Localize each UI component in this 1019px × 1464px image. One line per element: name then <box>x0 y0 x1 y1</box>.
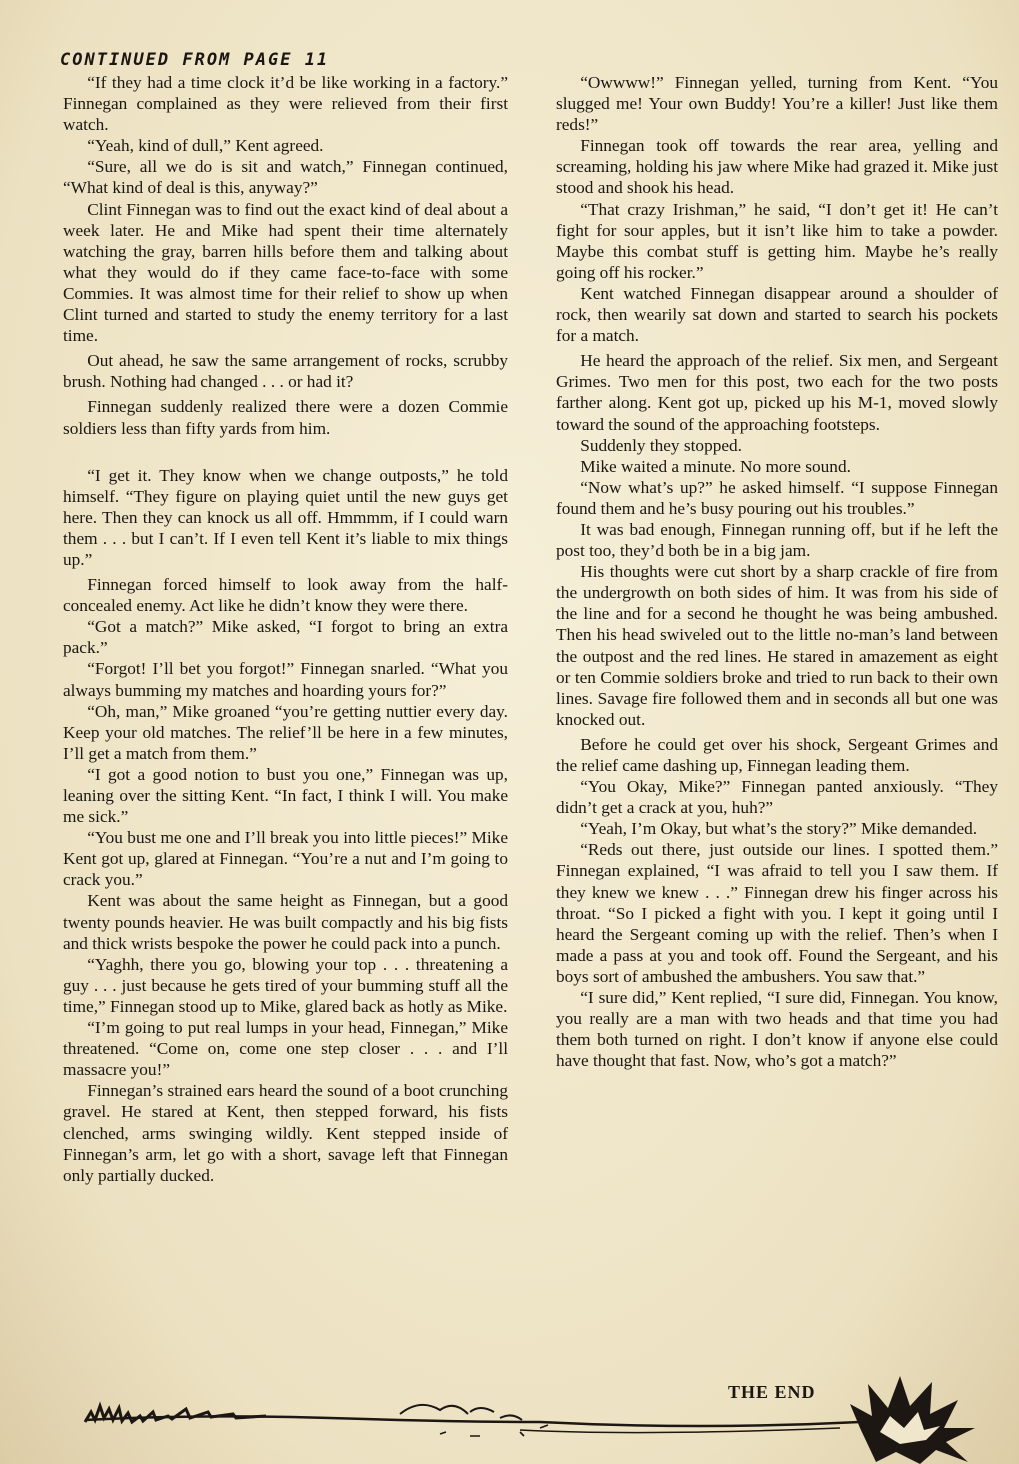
paragraph: “I get it. They know when we change outposts,” he told himself. “They figure on playing quiet until the new guys get here. Then they can knock us all off. Hmmmm, if I could warn them . . . but I can’t. If I even tell Kent it’s liable to mix things up.” <box>63 465 508 569</box>
paragraph: “Yaghh, there you go, blowing your top . . . threatening a guy . . . just because he gets tired of your bumming stuff all the time,” Finnegan stood up to Mike, glared back as hotly as Mike. <box>63 954 508 1016</box>
paragraph: Clint Finnegan was to find out the exact kind of deal about a week later. He and Mike had spent their time alternately watching the gray, barren hills before them and talking about what they would do if they came face-to-face with some Commies. It was almost time for their relief to show up when Clint turned and started to study the enemy territory for a last time. <box>63 199 508 346</box>
paragraph: “I’m going to put real lumps in your head, Finnegan,” Mike threatened. “Come on, come one step closer . . . and I’ll massacre you!” <box>63 1018 508 1080</box>
battlefield-illustration <box>0 1370 1019 1464</box>
brush-left <box>85 1406 266 1422</box>
paragraph: “Now what’s up?” he asked himself. “I suppose Finnegan found them and he’s busy pouring out his troubles.” <box>556 477 998 518</box>
continued-header: CONTINUED FROM PAGE 11 <box>60 50 330 70</box>
left-text-column <box>63 72 508 1186</box>
paragraph: Kent watched Finnegan disappear around a shoulder of rock, then wearily sat down and started to search his pockets for a match. <box>556 283 998 346</box>
ground-line <box>85 1416 860 1426</box>
paragraph: Finnegan’s strained ears heard the sound of a boot crunching gravel. He stared at Kent, then stepped forward, his fists clenched, arms swinging wildly. Kent stepped inside of Finnegan’s arm, let go with a short, savage left that Finnegan only partially ducked. <box>63 1081 508 1185</box>
paragraph: Finnegan took off towards the rear area, yelling and screaming, holding his jaw where Mike had grazed it. Mike just stood and shook his head. <box>556 136 998 198</box>
ground-line <box>520 1428 840 1433</box>
rocks <box>400 1405 522 1420</box>
paragraph: “Yeah, kind of dull,” Kent agreed. <box>87 136 324 156</box>
paragraph: “You bust me one and I’ll break you into little pieces!” Mike Kent got up, glared at Finnegan. “You’re a nut and I’m going to crack you.” <box>63 828 508 890</box>
paragraph: He heard the approach of the relief. Six men, and Sergeant Grimes. Two men for this post, two each for the two posts farther along. Kent got up, picked up his M-1, moved slowly toward the sound of the approaching footsteps. <box>556 351 998 434</box>
paragraph: “That crazy Irishman,” he said, “I don’t get it! He can’t fight for sour apples, but it isn’t like him to take a powder. Maybe this combat stuff is getting him. Maybe he’s really going off his rocker.” <box>556 199 998 282</box>
paragraph: “If they had a time clock it’d be like working in a factory.” Finnegan complained as they were relieved from their first watch. <box>63 73 508 135</box>
paragraph: “I sure did,” Kent replied, “I sure did, Finnegan. You know, you really are a man with two heads and that time you had them both turned on right. I don’t know if anyone else could have thought that fast. Now, who’s got a match?” <box>556 988 998 1071</box>
paragraph: Suddenly they stopped. <box>580 435 742 455</box>
paragraph: “Oh, man,” Mike groaned “you’re getting nuttier every day. Keep your old matches. The relief’ll be here in a few minutes, I’ll get a match from them.” <box>63 701 508 763</box>
paragraph: “Got a match?” Mike asked, “I forgot to bring an extra pack.” <box>63 617 508 658</box>
right-text-column <box>556 72 998 1071</box>
paragraph: “You Okay, Mike?” Finnegan panted anxiously. “They didn’t get a crack at you, huh?” <box>556 777 998 818</box>
the-end-label: THE END <box>728 1382 816 1402</box>
paragraph: Kent was about the same height as Finnegan, but a good twenty pounds heavier. He was built compactly and his big fists and thick wrists bespoke the power he could pack into a punch. <box>63 891 508 953</box>
paragraph: His thoughts were cut short by a sharp crackle of fire from the undergrowth on both sides of him. It was from his side of the line and for a second he thought he was being ambushed. Then his head swiveled out to the little no-man’s land between the outpost and the red lines. He stared in amazement as eight or ten Commie soldiers broke and tried to run back to their own lines. Savage fire followed them and in seconds all but one was knocked out. <box>556 562 998 729</box>
paragraph: Finnegan forced himself to look away from the half-concealed enemy. Act like he didn’t know they were there. <box>63 575 508 616</box>
paragraph: Finnegan suddenly realized there were a dozen Commie soldiers less than fifty yards from him. <box>63 397 508 438</box>
paragraph: “Owwww!” Finnegan yelled, turning from Kent. “You slugged me! Your own Buddy! You’re a killer! Just like them reds!” <box>556 73 998 135</box>
paragraph: “Sure, all we do is sit and watch,” Finnegan continued, “What kind of deal is this, anyway?” <box>63 157 508 198</box>
paragraph: “Reds out there, just outside our lines. I spotted them.” Finnegan explained, “I was afraid to tell you I saw them. If they knew we knew . . .” Finnegan drew his finger across his throat. “So I picked a fight with you. I kept it going until I heard the Sergeant coming up with the relief. Then’s when I made a pass at you and took off. Found the Sergeant, and his boys sort of ambushed the ambushers. You saw that.” <box>556 840 998 986</box>
paragraph: “I got a good notion to bust you one,” Finnegan was up, leaning over the sitting Kent. “In fact, I think I will. You make me sick.” <box>63 764 508 827</box>
paragraph: Mike waited a minute. No more sound. <box>580 456 851 476</box>
paragraph: Before he could get over his shock, Sergeant Grimes and the relief came dashing up, Finnegan leading them. <box>556 734 998 775</box>
paragraph: “Yeah, I’m Okay, but what’s the story?” Mike demanded. <box>580 819 978 839</box>
paragraph: Out ahead, he saw the same arrangement of rocks, scrubby brush. Nothing had changed . . . or had it? <box>63 351 508 392</box>
explosion-burst <box>850 1376 975 1464</box>
paragraph: “Forgot! I’ll bet you forgot!” Finnegan snarled. “What you always bumming my matches and hoarding yours for?” <box>63 659 508 700</box>
paragraph: It was bad enough, Finnegan running off, but if he left the post too, they’d both be in a big jam. <box>556 519 998 561</box>
